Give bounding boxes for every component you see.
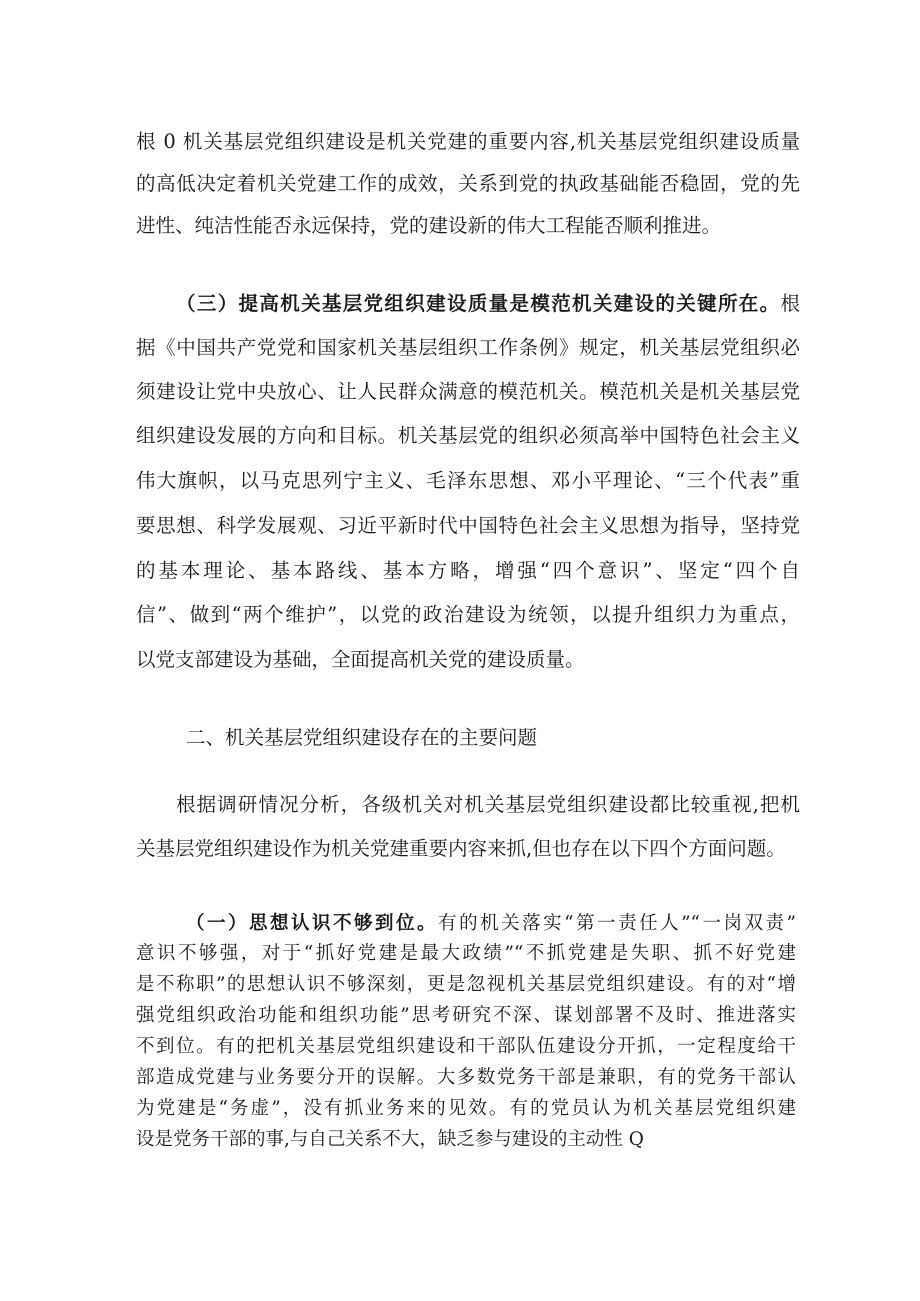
section-title: 二、机关基层党组织建设存在的主要问题: [186, 726, 538, 749]
para4-line-7: 为党建是“务虚”，没有抓业务来的见效。有的党员认为机关基层党组织建: [136, 1098, 796, 1119]
para4-line-2: 意识不够强，对于“抓好党建是最大政绩”“不抓党建是失职、抓不好党建: [136, 943, 796, 964]
para4-heading: （一）思想认识不够到位。: [186, 913, 439, 934]
para4-line-3: 是不称职”的思想认识不够深刻，更是忽视机关基层党组织建设。有的对“增: [136, 974, 796, 995]
para2-line-3: 须建设让党中央放心、让人民群众满意的模范机关。模范机关是机关基层党: [136, 380, 800, 403]
para1-line-3: 进性、纯洁性能否永远保持，党的建设新的伟大工程能否顺利推进。: [136, 214, 722, 237]
para2-line-9: 以党支部建设为基础，全面提高机关党的建设质量。: [136, 648, 585, 671]
para4-line-5: 不到位。有的把机关基层党组织建设和干部队伍建设分开抓，一定程度给干: [136, 1036, 796, 1057]
para3-line-1: 根据调研情况分析，各级机关对机关基层党组织建设都比较重视,把机: [176, 793, 800, 816]
para2-line-2: 据《中国共产党党和国家机关基层组织工作条例》规定，机关基层党组织必: [136, 336, 800, 359]
para4-first-tail: 有的机关落实“第一责任人”“一岗双责”: [438, 913, 796, 934]
para2-line-6: 要思想、科学发展观、习近平新时代中国特色社会主义思想为指导，坚持党: [136, 514, 800, 537]
para4-line-1: [186, 911, 796, 937]
para3-line-2: 关基层党组织建设作为机关党建重要内容来抓,但也存在以下四个方面问题。: [136, 837, 786, 860]
para2-line-1: [176, 290, 800, 318]
para2-line-5: 伟大旗帜，以马克思列宁主义、毛泽东思想、邓小平理论、“三个代表”重: [136, 469, 800, 492]
para4-line-8: 设是党务干部的事,与自己关系不大，缺乏参与建设的主动性 Q: [136, 1129, 644, 1150]
para2-heading: （三）提高机关基层党组织建设质量是模范机关建设的关键所在。: [176, 292, 781, 315]
para1-line-2: 的高低决定着机关党建工作的成效，关系到党的执政基础能否稳固，党的先: [136, 172, 800, 195]
para4-line-4: 强党组织政治功能和组织功能”思考研究不深、谋划部署不及时、推进落实: [136, 1005, 796, 1026]
para2-line-8: 信”、做到“两个维护”，以党的政治建设为统领，以提升组织力为重点，: [136, 603, 800, 626]
para1-line-1: 根 0 机关基层党组织建设是机关党建的重要内容,机关基层党组织建设质量: [136, 130, 800, 153]
para2-line-4: 组织建设发展的方向和目标。机关基层党的组织必须高举中国特色社会主义: [136, 424, 800, 447]
para2-line-7: 的基本理论、基本路线、基本方略，增强“四个意识”、坚定“四个自: [136, 559, 800, 582]
para4-line-6: 部造成党建与业务要分开的误解。大多数党务干部是兼职，有的党务干部认: [136, 1067, 796, 1088]
para2-first-tail: 根: [780, 292, 800, 315]
